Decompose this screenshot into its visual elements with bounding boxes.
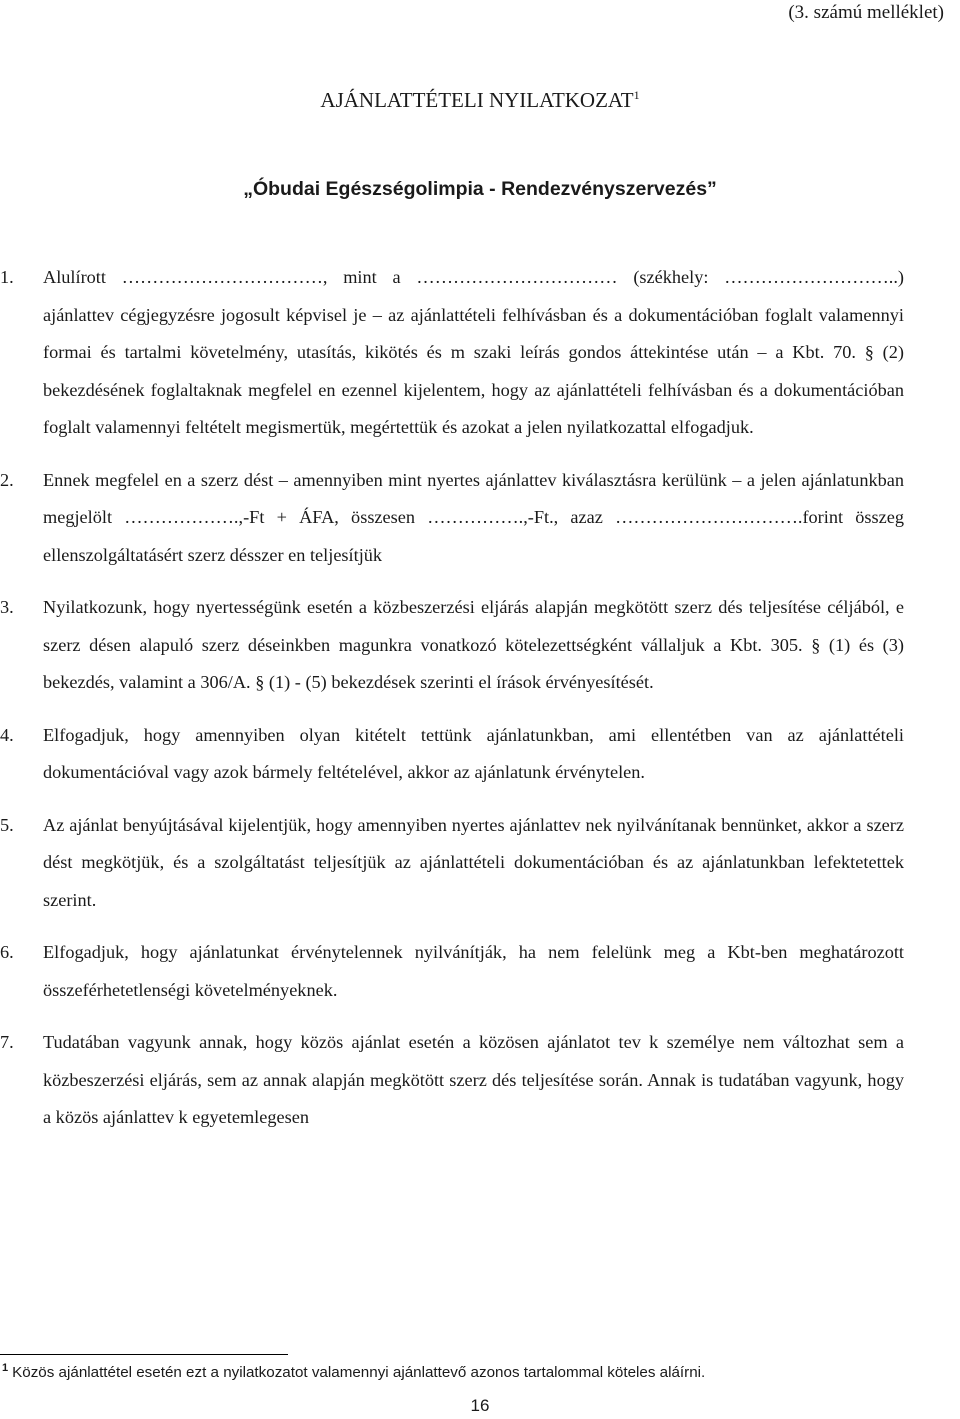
title-footnote-ref: 1 [633, 88, 640, 102]
annex-label: (3. számú melléklet) [788, 2, 944, 23]
item-text: Tudatában vagyunk annak, hogy közös ajánlat esetén a közösen ajánlatot tev k személye nem változhat sem a közbeszerzési eljárás, sem az annak alapján megkötött szerz dés teljesítése során. Annak is tudatában vagyunk, hogy a közös ajánlattev k egyetemlegesen [43, 1032, 904, 1127]
item-text: Alulírott ……………………………, mint a …………………………… (székhely: ………………………..) ajánlattev cégjegyzésre jogosult képvisel je – az ajánlattételi felhívásban és a dokumentációban foglalt valamennyi formai és tartalmi követelmény, utasítás, kikötés és m szaki leírás gondos áttekintése után – a Kbt. 70. § (2) bekezdésének foglaltaknak megfelel en ezennel kijelentem, hogy az ajánlattételi felhívásban és a dokumentációban foglalt valamennyi feltételt megismertük, megértettük és azokat a jelen nyilatkozattal elfogadjuk. [43, 267, 904, 437]
item-number: 2. [0, 469, 14, 490]
page-number: 16 [470, 1396, 490, 1415]
declaration-item-7 [0, 1024, 960, 1137]
document-title-text: AJÁNLATTÉTELI NYILATKOZAT [320, 88, 634, 112]
declaration-item-1 [0, 259, 960, 447]
item-number: 7. [0, 1032, 14, 1052]
footnote [2, 1362, 942, 1381]
footnote-text: Közös ajánlattétel esetén ezt a nyilatkozatot valamennyi ajánlattevő azonos tartalommal köteles aláírni. [12, 1364, 706, 1382]
item-number: 4. [0, 724, 14, 745]
item-number: 3. [0, 597, 14, 617]
item-number: 1. [0, 267, 14, 287]
item-text: Elfogadjuk, hogy amennyiben olyan kitételt tettünk ajánlatunkban, ami ellentétben van az ajánlattételi dokumentációval vagy azok bármely feltételével, akkor az ajánlatunk érvénytelen. [43, 724, 904, 782]
document-title [0, 88, 960, 113]
item-number: 6. [0, 942, 14, 962]
item-text: Ennek megfelel en a szerz dést – amennyiben mint nyertes ajánlattev kiválasztásra kerülünk – a jelen ajánlatunkban megjelölt ……………….,-Ft + ÁFA, összesen …………….,-Ft., azaz ………………………….forint összeg ellenszolgáltatásért szerz désszer en teljesítjük [43, 469, 904, 565]
item-number: 5. [0, 814, 14, 835]
item-text: Az ajánlat benyújtásával kijelentjük, hogy amennyiben nyertes ajánlattev nek nyilvánítanak bennünket, akkor a szerz dést megkötjük, és a szolgáltatást teljesítjük az ajánlattételi dokumentációban és az ajánlatunkban lefektetettek szerint. [43, 814, 904, 910]
declaration-item-4 [0, 717, 960, 792]
item-text: Nyilatkozunk, hogy nyertességünk esetén a közbeszerzési eljárás alapján megkötött szerz dés teljesítése céljából, e szerz désen alapuló szerz déseinkben magunkra vonatkozó kötelezettségként vállaljuk a Kbt. 305. § (1) és (3) bekezdés, valamint a 306/A. § (1) - (5) bekezdések szerinti el írások érvényesítését. [43, 597, 904, 692]
declaration-items [0, 259, 960, 1137]
declaration-item-3 [0, 589, 960, 702]
declaration-item-2 [0, 462, 960, 575]
item-text: Elfogadjuk, hogy ajánlatunkat érvénytelennek nyilvánítják, ha nem felelünk meg a Kbt-ben meghatározott összeférhetetlenségi követelményeknek. [43, 942, 904, 1000]
document-subtitle: „Óbudai Egészségolimpia - Rendezvényszervezés” [243, 178, 717, 200]
declaration-item-5 [0, 807, 960, 920]
declaration-item-6 [0, 934, 960, 1009]
footnote-number: 1 [2, 1362, 9, 1374]
footnote-divider [0, 1354, 288, 1355]
